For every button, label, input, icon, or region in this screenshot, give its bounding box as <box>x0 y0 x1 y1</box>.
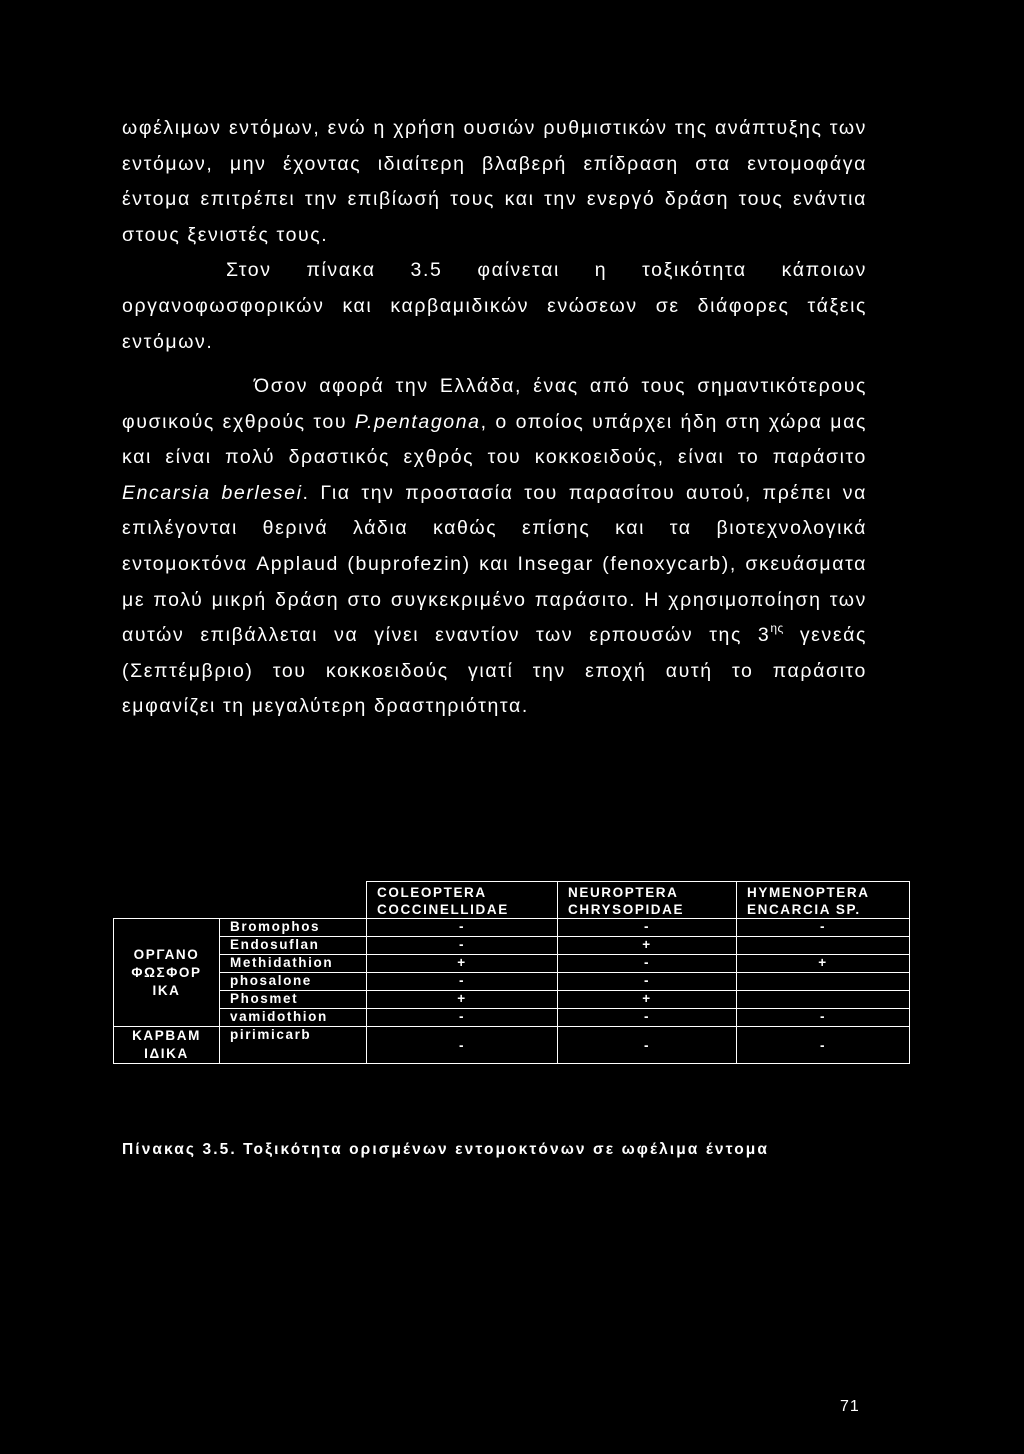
class-organophosphates: ΟΡΓΑΝΟ ΦΩΣΦΟΡ ΙΚΑ <box>114 919 220 1027</box>
coleoptera-cell: + <box>367 955 558 973</box>
hymenoptera-cell <box>737 937 910 955</box>
paragraph-1-text-b: Στον πίνακα 3.5 φαίνεται η τοξικότητα κάποιων οργανοφωσφορικών και καρβαμιδικών ενώσεων σε διάφορες τάξεις εντόμων. <box>122 259 867 353</box>
ordinal-superscript: ης <box>770 621 784 636</box>
hymenoptera-cell: - <box>737 1027 910 1064</box>
coleoptera-cell: - <box>367 937 558 955</box>
table-row <box>114 937 910 955</box>
page-number: 71 <box>840 1398 860 1415</box>
coleoptera-cell: - <box>367 1009 558 1027</box>
table-header-row <box>114 882 910 919</box>
paragraph-2-text-c: , ο οποίος υπάρχει ήδη στη χώρα μας και είναι πολύ δραστικός εχθρός του κοκκοειδούς, είναι το παράσιτο <box>122 410 867 469</box>
compound-cell: Bromophos <box>220 919 367 937</box>
neuroptera-cell: - <box>558 1027 737 1064</box>
paragraph-1 <box>122 111 867 360</box>
paragraph-2-text-a: Όσον αφορά την Ελλάδα, ένας από τους σημαντικότερους φυσικούς εχθρούς του <box>122 375 867 433</box>
hymenoptera-cell <box>737 973 910 991</box>
coleoptera-cell: + <box>367 991 558 1009</box>
species-pentagona: P.pentagona <box>354 410 481 433</box>
hymenoptera-cell <box>737 991 910 1009</box>
paragraph-1-text-a: ωφέλιμων εντόμων, ενώ η χρήση ουσιών ρυθμιστικών της ανάπτυξης των εντόμων, μην έχοντας ιδιαίτερη βλαβερή επίδραση στα εντομοφάγα έντομα επιτρέπει την επιβίωσή τους και την ενεργό δράση τους ενάντια στους ξενιστές τους. <box>122 117 867 246</box>
compound-cell: phosalone <box>220 973 367 991</box>
neuroptera-cell: - <box>558 973 737 991</box>
toxicity-table <box>113 881 910 1064</box>
compound-cell: pirimicarb <box>220 1027 367 1064</box>
coleoptera-cell: - <box>367 973 558 991</box>
header-neuroptera: NEUROPTERA CHRYSOPIDAE <box>558 882 737 919</box>
neuroptera-cell: - <box>558 955 737 973</box>
compound-cell: Methidathion <box>220 955 367 973</box>
neuroptera-cell: - <box>558 919 737 937</box>
compound-cell: Phosmet <box>220 991 367 1009</box>
coleoptera-cell: - <box>367 1027 558 1064</box>
paragraph-2-text-g: γενεάς (Σεπτέμβριο) του κοκκοειδούς γιατί την εποχή αυτή το παράσιτο εμφανίζει τη μεγαλύτερη δραστηριότητα. <box>122 624 867 718</box>
hymenoptera-cell: - <box>737 1009 910 1027</box>
paragraph-2-text-e: . Για την προστασία του παρασίτου αυτού, πρέπει να επιλέγονται θερινά λάδια καθώς επίσης και τα βιοτεχνολογικά εντομοκτόνα Applaud (buprofezin) και Insegar (fenoxycarb), σκευάσματα με πολύ μικρή δράση στο συγκεκριμένο παράσιτο. Η χρησιμοποίηση των αυτών επιβάλλεται να γίνει εναντίον των ερπουσών της 3 <box>122 481 867 647</box>
table-caption: Πίνακας 3.5. Τοξικότητα ορισμένων εντομοκτόνων σε ωφέλιμα έντομα <box>122 1141 769 1158</box>
table-corner <box>114 882 367 919</box>
hymenoptera-cell: - <box>737 919 910 937</box>
table-row <box>114 973 910 991</box>
neuroptera-cell: + <box>558 991 737 1009</box>
neuroptera-cell: - <box>558 1009 737 1027</box>
table-row <box>114 919 910 937</box>
class-carbamates: ΚΑΡΒΑΜ ΙΔΙΚΑ <box>114 1027 220 1064</box>
table-row <box>114 1027 910 1064</box>
neuroptera-cell: + <box>558 937 737 955</box>
species-encarsia-berlesei: Encarsia berlesei <box>122 481 303 504</box>
paragraph-2 <box>122 369 867 725</box>
table-row <box>114 1009 910 1027</box>
compound-cell: vamidothion <box>220 1009 367 1027</box>
coleoptera-cell: - <box>367 919 558 937</box>
table-row <box>114 991 910 1009</box>
compound-cell: Endosuflan <box>220 937 367 955</box>
header-hymenoptera: HYMENOPTERA ENCARCIA SP. <box>737 882 910 919</box>
header-coleoptera: COLEOPTERA COCCINELLIDAE <box>367 882 558 919</box>
table-row <box>114 955 910 973</box>
hymenoptera-cell: + <box>737 955 910 973</box>
